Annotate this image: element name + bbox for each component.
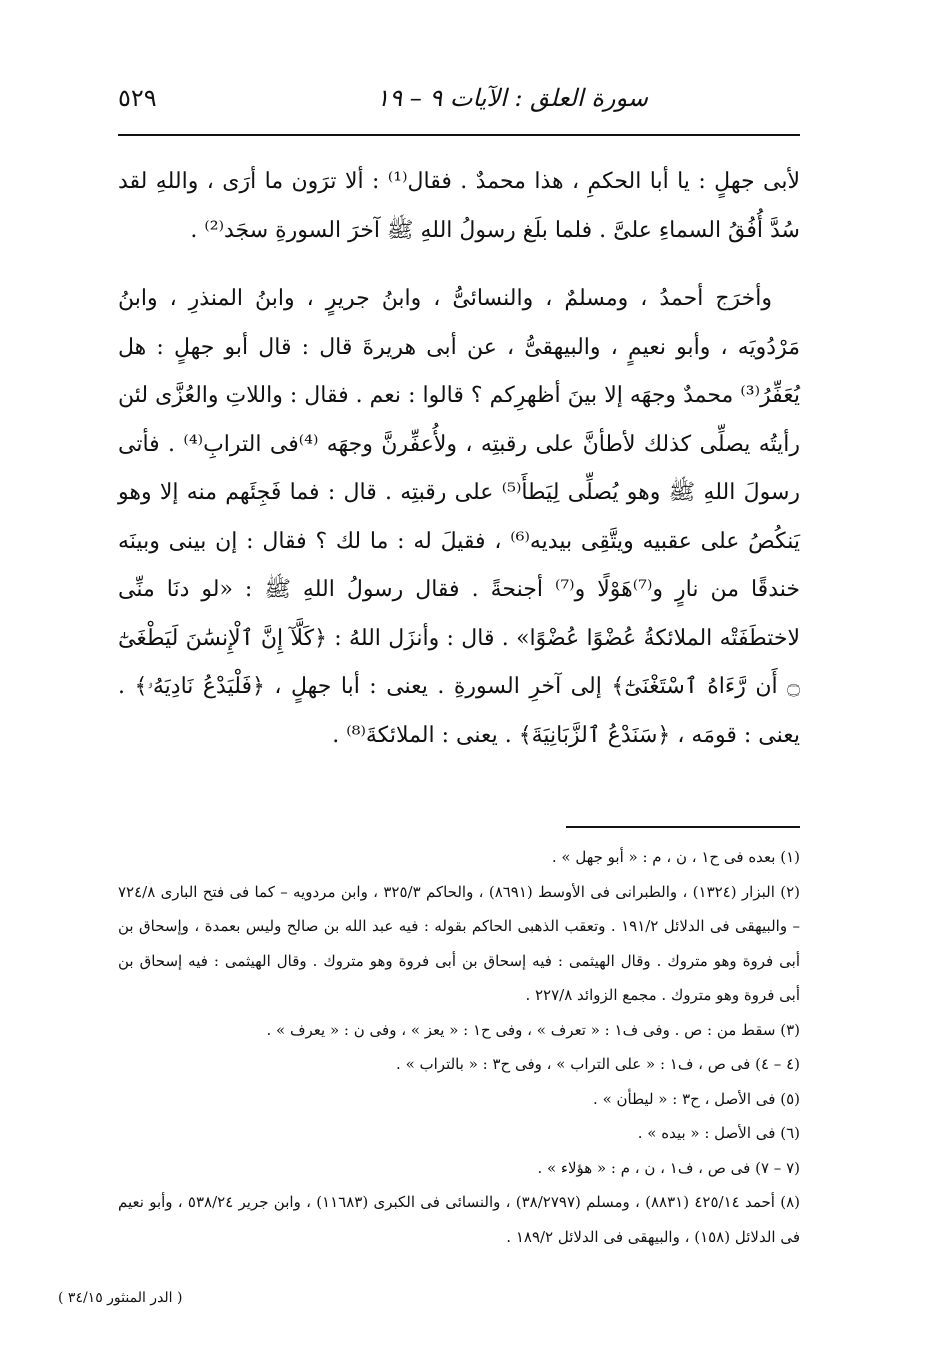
volume-signature: ( الدر المنثور ٣٤/١٥ ) xyxy=(58,1290,183,1306)
footnote-2: (٢) البزار (١٣٢٤) ، والطبرانى فى الأوسط (٨٦٩١) ، والحاكم ٣٢٥/٣ ، وابن مردويه – كما فى فتح البارى ٧٢٤/٨ – والبيهقى فى الدلائل ١٩١/٢ . وتعقب الذهبى الحاكم بقوله : فيه عبد الله بن صالح وليس بعمدة ، وإسحاق بن أبى فروة وهو متروك . وقال الهيثمى : فيه إسحاق بن أبى فروة وهو متروك . وقال الهيثمى : فيه إسحاق بن أبى فروة وهو متروك . مجمع الزوائد ٢٢٧/٨ . xyxy=(118,882,800,1004)
page-title: سورة العلق : الآيات ٩ – ١٩ xyxy=(376,84,648,112)
paragraph-continuation: لأبى جهلٍ : يا أبا الحكمِ ، هذا محمدٌ . فقال⁽¹⁾ : ألا ترَون ما أرَى ، واللهِ لقد سُدَّ أُفُقُ السماءِ علىَّ . فلما بلَغ رسولُ اللهِ ﷺ آخرَ السورةِ سجَد⁽²⁾ . xyxy=(118,169,800,243)
footnote-4: (٤ – ٤) فى ص ، ف١ : « على التراب » ، وفى ح٣ : « بالتراب » . xyxy=(396,1055,800,1073)
footnote-8: (٨) أحمد ٤٢٥/١٤ (٨٨٣١) ، ومسلم (٣٨/٢٧٩٧) ، والنسائى فى الكبرى (١١٦٨٣) ، وابن جرير ٥٣٨/٢٤ ، وأبو نعيم فى الدلائل (١٥٨) ، والبيهقى فى الدلائل ١٨٩/٢ . xyxy=(118,1193,801,1246)
footnote-7: (٧ – ٧) فى ص ، ف١ ، ن ، م : « هؤلاء » . xyxy=(537,1158,800,1177)
footnote-5: (٥) فى الأصل ، ح٣ : « ليطأن » . xyxy=(593,1089,800,1108)
footnote-6: (٦) فى الأصل : « بيده » . xyxy=(637,1124,800,1142)
paragraph-hadith: وأخرَج أحمدُ ، ومسلمٌ ، والنسائىُّ ، وابنُ جريرٍ ، وابنُ المنذرِ ، وابنُ مَرْدُويَه ، وأبو نعيمٍ ، والبيهقىُّ ، عن أبى هريرةَ قال : قال أبو جهلٍ : هل يُعَفِّرُ⁽³⁾ محمدٌ وجهَه إلا بينَ أظهرِكم ؟ قالوا : نعم . فقال : واللاتِ والعُزَّى لئن رأيتُه يصلِّى كذلك لأطأنَّ على رقبتِه ، ولأُعفِّرنَّ وجهَه ⁽⁴⁾فى الترابِ⁽⁴⁾ . فأتى رسولَ اللهِ ﷺ وهو يُصلِّى لِيَطأَ⁽⁵⁾ على رقبتِه . قال : فما فَجِئَهم منه إلا وهو يَنكُصُ على عقبيه ويتَّقِى بيديه⁽⁶⁾ ، فقيلَ له : ما لك ؟ فقال : إن بينى وبينَه خندقًا من نارٍ و⁽⁷⁾هَوْلًا و⁽⁷⁾ أجنحةً . فقال رسولُ اللهِ ﷺ : «لو دنَا منِّى لاختطَفَتْه الملائكةُ عُضْوًا عُضْوًا» . قال : وأنزَل اللهُ : ﴿كَلَّآ إِنَّ ٱلْإِنسَٰنَ لَيَطْغَىٰٓ ۝ أَن رَّءَاهُ ٱسْتَغْنَىٰٓ﴾ إلى آخرِ السورةِ . يعنى : أبا جهلٍ ، ﴿فَلْيَدْعُ نَادِيَهُۥ﴾ . يعنى : قومَه ، ﴿سَنَدْعُ ٱلزَّبَانِيَةَ﴾ . يعنى : الملائكةَ⁽⁸⁾ . xyxy=(118,286,801,748)
main-text xyxy=(118,158,800,760)
footnote-divider xyxy=(566,826,800,828)
running-header xyxy=(118,84,798,120)
page-number: ٥٢٩ xyxy=(118,84,157,112)
footnote-3: (٣) سقط من : ص . وفى ف١ : « تعرف » ، وفى ح١ : « يعز » ، وفى ن : « يعرف » . xyxy=(266,1020,800,1039)
footnotes xyxy=(118,840,800,1254)
header-divider xyxy=(118,134,800,136)
footnote-1: (١) بعده فى ح١ ، ن ، م : « أبو جهل » . xyxy=(551,848,800,866)
